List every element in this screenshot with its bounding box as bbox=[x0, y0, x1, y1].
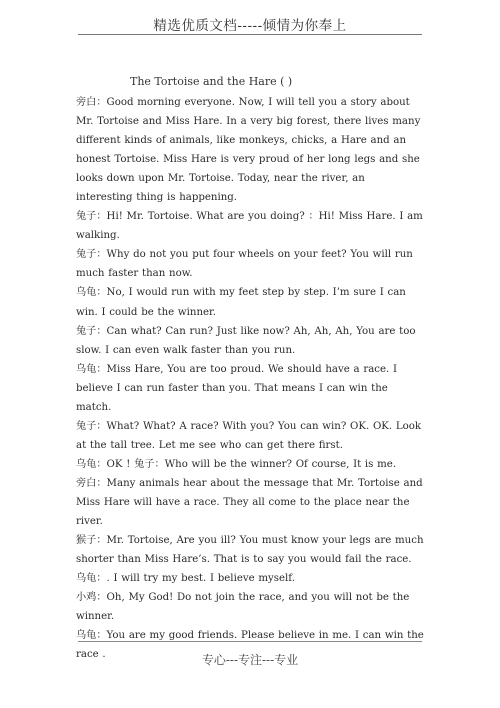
paragraph-tortoise-race: 乌龟：Miss Hare, You are too proud. We should have a race. I believe I can run faster than you. That means I can win the match. bbox=[76, 363, 398, 413]
document-body bbox=[76, 93, 424, 664]
footer-divider bbox=[78, 641, 422, 642]
paragraph-tortoise-friends: 乌龟：You are my good friends. Please believe in me. I can win the race . bbox=[76, 630, 424, 661]
paragraph-tortoise-ok: 乌龟：OK ! 兔子：Who will be the winner? Of course, It is me. bbox=[76, 458, 397, 470]
header-divider bbox=[78, 34, 422, 35]
paragraph-hare-wheels: 兔子：Why do not you put four wheels on your feet? You will run much faster than now. bbox=[76, 249, 413, 280]
page-header: 精选优质文档-----倾情为你奉上 bbox=[153, 18, 347, 34]
paragraph-monkey: 猴子：Mr. Tortoise, Are you ill? You must know your legs are much shorter than Miss Hare’s. That is to say you would fail the race. bbox=[76, 535, 424, 566]
paragraph-chick: 小鸡：Oh, My God! Do not join the race, and you will not be the winner. bbox=[76, 592, 410, 623]
paragraph-narrator-animals: 旁白：Many animals hear about the message that Mr. Tortoise and Miss Hare will have a race. They all come to the place near the river. bbox=[76, 477, 423, 528]
paragraph-hare-tree: 兔子：What? What? A race? With you? You can win? OK. OK. Look at the tall tree. Let me see who can get there first. bbox=[76, 420, 422, 451]
paragraph-tortoise-step: 乌龟：No, I would run with my feet step by step. I’m sure I can win. I could be the winner. bbox=[76, 287, 406, 318]
paragraph-hare-greeting: 兔子：Hi! Mr. Tortoise. What are you doing? ：Hi! Miss Hare. I am walking. bbox=[76, 211, 423, 242]
paragraph-tortoise-try: 乌龟：. I will try my best. I believe myself. bbox=[76, 573, 295, 585]
page-footer: 专心---专注---专业 bbox=[201, 653, 299, 667]
document-title: The Tortoise and the Hare ( ) bbox=[130, 75, 293, 88]
paragraph-narrator-intro: 旁白：Good morning everyone. Now, I will tell you a story about Mr. Tortoise and Miss Hare. In a very big forest, there lives many different kinds of animals, like monkeys, chicks, a Hare and an honest Tortoise. Miss Hare is very proud of her long legs and she looks down upon Mr. Tortoise. Today, near the river, an interesting thing is happening. bbox=[76, 97, 421, 204]
paragraph-hare-slow: 兔子：Can what? Can run? Just like now? Ah, Ah, Ah, You are too slow. I can even walk faster than you run. bbox=[76, 325, 416, 356]
